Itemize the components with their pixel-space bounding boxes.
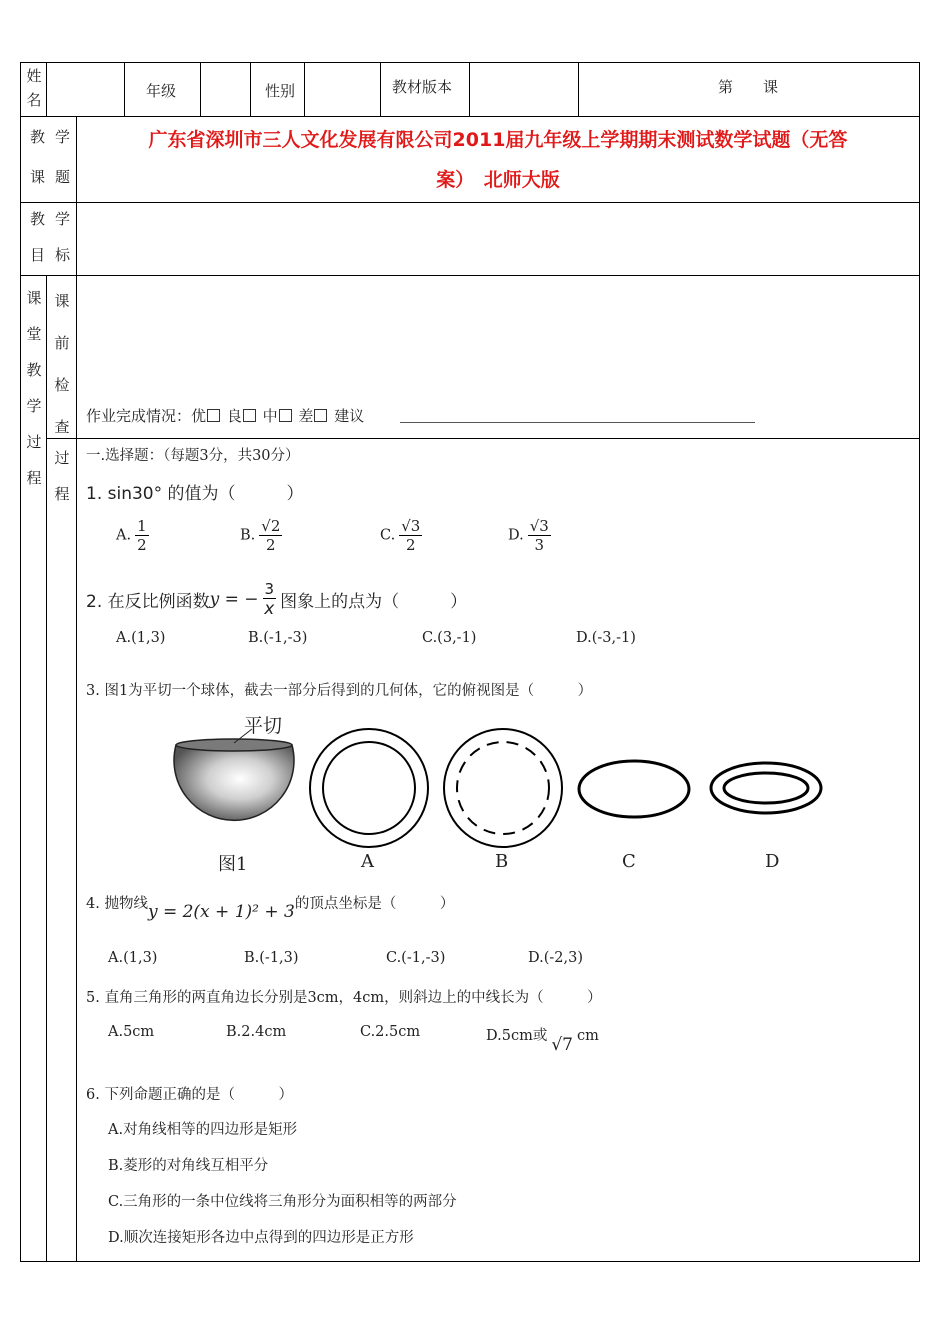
q4-option-a: A.(1,3) xyxy=(108,950,158,966)
option-d-figure xyxy=(711,763,821,813)
q5-option-a: A.5cm xyxy=(108,1024,155,1040)
q1-option-b: B. $\frac{√2}{2}$ xyxy=(240,517,281,554)
option-b-figure xyxy=(444,729,562,847)
edition-label: 教材版本 xyxy=(392,78,453,96)
q5-option-d: D.5cm或 √7 cm xyxy=(486,1028,599,1055)
option-c-figure xyxy=(579,761,689,817)
lesson-title: 广东省深圳市三人文化发展有限公司2011届九年级上学期期末测试数学试题（无答 案） 北师大版 xyxy=(148,129,848,191)
q5-stem: 5. 直角三角形的两直角边长分别是3cm，4cm，则斜边上的中线长为（ ） xyxy=(86,990,602,1006)
q4-stem: 4. 抛物线y = 2(x + 1)² + 3的顶点坐标是（ ） xyxy=(86,896,455,922)
q2-stem: 2. 在反比例函数y = − $\frac{3}{x}$ 图象上的点为（ ） xyxy=(86,580,468,619)
cut-label: 平切 xyxy=(244,715,283,737)
q6-stem: 6. 下列命题正确的是（ ） xyxy=(86,1087,293,1103)
q2-option-a: A.(1,3) xyxy=(116,630,166,646)
fig-label-c: C xyxy=(622,851,636,872)
fig-label-a: A xyxy=(361,851,374,872)
gender-label: 性别 xyxy=(265,82,296,100)
q6-option-c: C.三角形的一条中位线将三角形分为面积相等的两部分 xyxy=(108,1194,457,1210)
q4-option-c: C.(-1,-3) xyxy=(386,950,446,966)
q6-option-b: B.菱形的对角线互相平分 xyxy=(108,1158,269,1174)
fig-label-d: D xyxy=(765,851,780,872)
q6-option-d: D.顺次连接矩形各边中点得到的四边形是正方形 xyxy=(108,1230,414,1246)
good-checkbox[interactable] xyxy=(243,409,256,422)
lesson-label: 第 课 xyxy=(718,78,779,96)
q2-option-b: B.(-1,-3) xyxy=(248,630,308,646)
fig-label-b: B xyxy=(495,851,509,872)
q2-option-c: C.(3,-1) xyxy=(422,630,477,646)
homework-status: 作业完成情况：优 良 中 差 建议 xyxy=(86,407,365,425)
medium-checkbox[interactable] xyxy=(279,409,292,422)
q1-stem: 1. sin30° 的值为（ ） xyxy=(86,484,304,504)
cut-sphere-figure xyxy=(174,729,294,820)
poor-checkbox[interactable] xyxy=(314,409,327,422)
grade-label: 年级 xyxy=(146,82,177,100)
q1-option-a: A. $\frac{1}{2}$ xyxy=(116,517,147,554)
suggest-underline xyxy=(400,422,755,423)
excellent-checkbox[interactable] xyxy=(207,409,220,422)
process2-label: 过 程 xyxy=(54,449,70,503)
q2-option-d: D.(-3,-1) xyxy=(576,630,636,646)
q1-option-c: C. $\frac{√3}{2}$ xyxy=(380,517,421,554)
q5-option-c: C.2.5cm xyxy=(360,1024,421,1040)
q6-option-a: A.对角线相等的四边形是矩形 xyxy=(108,1122,298,1138)
q4-option-d: D.(-2,3) xyxy=(528,950,583,966)
fig1-label: 图1 xyxy=(218,854,248,875)
option-a-figure xyxy=(310,729,428,847)
section-heading: 一.选择题：（每题3分，共30分） xyxy=(86,448,300,464)
q1-option-d: D. $\frac{√3}{3}$ xyxy=(508,517,549,554)
q4-option-b: B.(-1,3) xyxy=(244,950,299,966)
precheck-label: 课 前 检 查 xyxy=(54,292,70,436)
name-label: 姓名 xyxy=(26,67,42,109)
q3-stem: 3. 图1为平切一个球体，截去一部分后得到的几何体，它的俯视图是（ ） xyxy=(86,683,593,699)
process-label: 课 堂 教 学 过 程 xyxy=(26,289,42,487)
q5-option-b: B.2.4cm xyxy=(226,1024,287,1040)
